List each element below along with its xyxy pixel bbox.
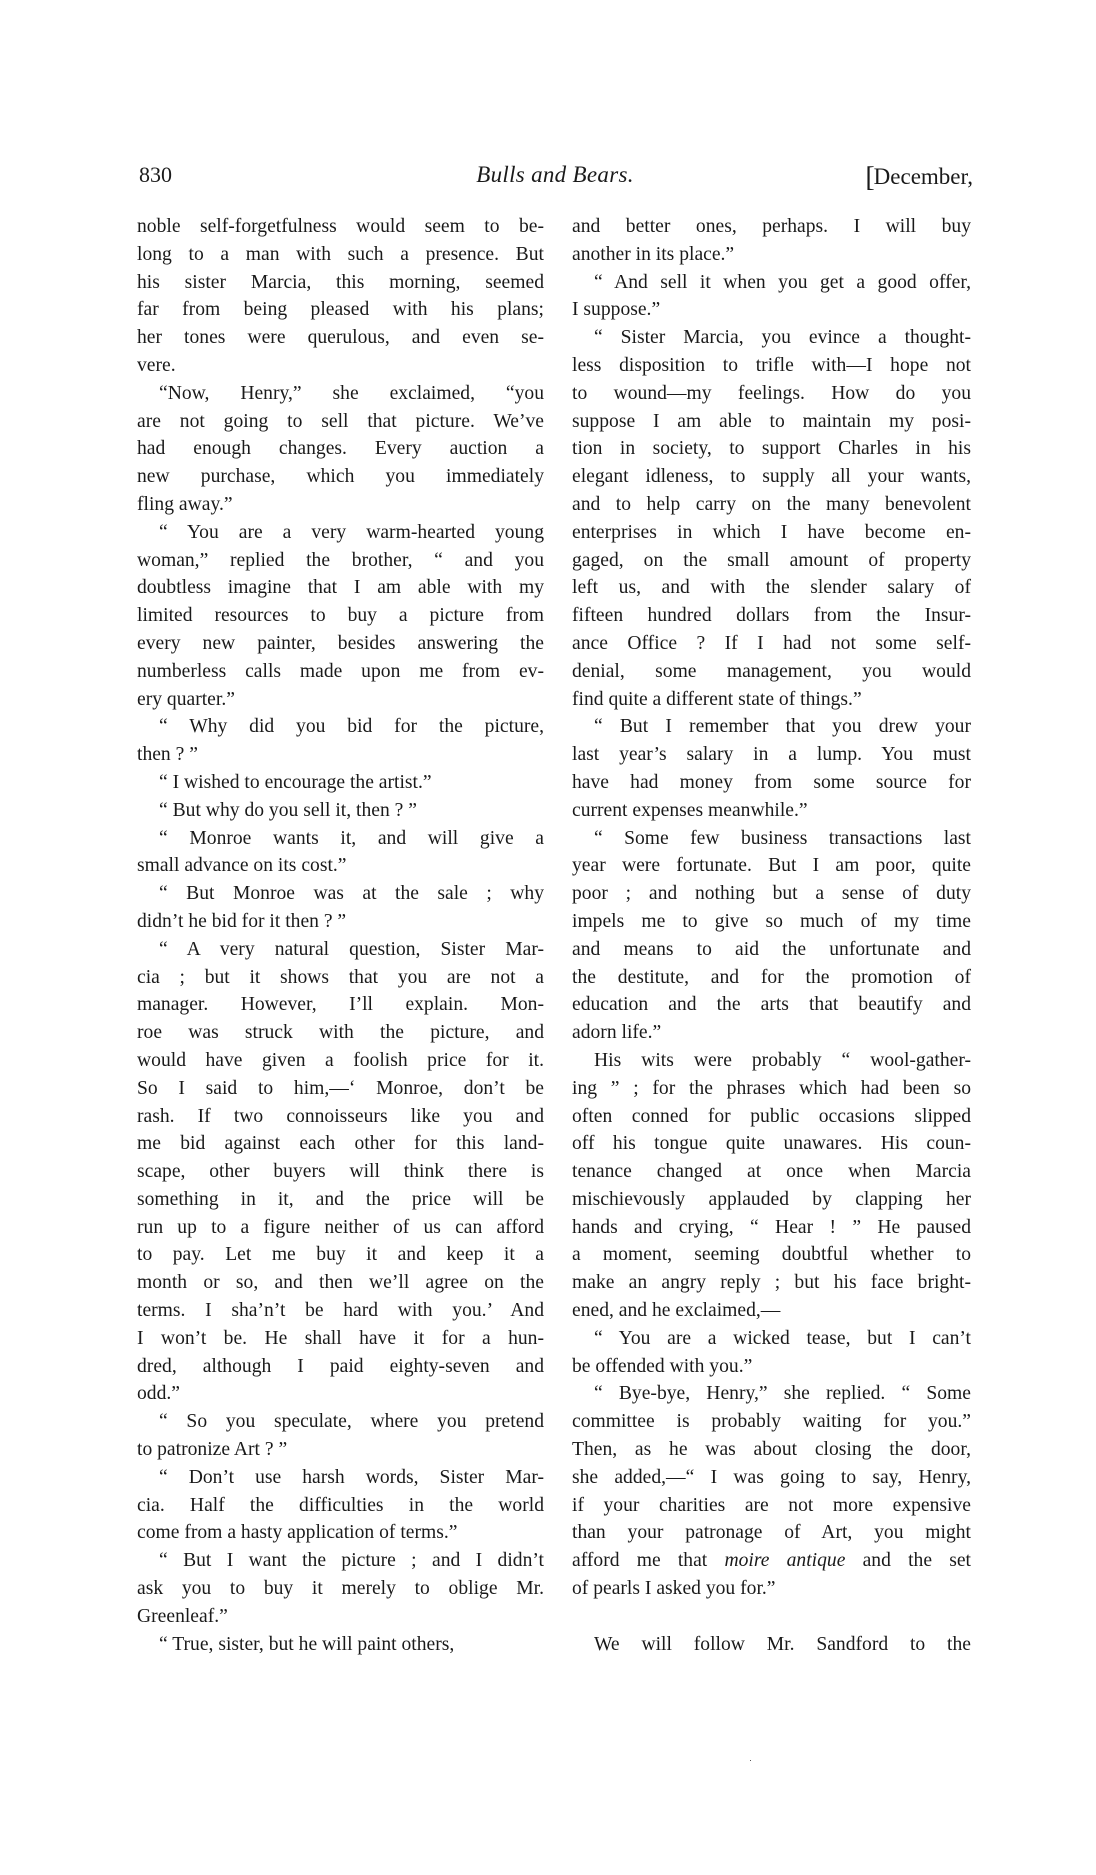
text-segment: and the set [845, 1550, 971, 1572]
text-line: cia. Half the difficulties in the world [137, 1494, 544, 1516]
text-line: less disposition to trifle with—I hope not [572, 354, 971, 376]
running-date [865, 160, 973, 192]
text-line: of pearls I asked you for.” [572, 1578, 776, 1600]
text-line [572, 1547, 971, 1575]
text-line: roe was struck with the picture, and [137, 1022, 544, 1044]
text-line: “ True, sister, but he will paint others, [159, 1633, 455, 1655]
text-line: fifteen hundred dollars from the Insur- [572, 605, 971, 627]
text-line: me bid against each other for this land- [137, 1133, 544, 1155]
text-line: So I said to him,—‘ Monroe, don’t be [137, 1077, 544, 1099]
text-line: and to help carry on the many benevolent [572, 493, 971, 515]
text-line: elegant idleness, to supply all your wants, [572, 466, 971, 488]
page-number: 830 [139, 162, 172, 187]
text-line: “ But Monroe was at the sale ; why [159, 883, 544, 905]
text-line: suppose I am able to maintain my posi- [572, 410, 971, 432]
text-line: come from a hasty application of terms.” [137, 1522, 458, 1544]
text-line: her tones were querulous, and even se- [137, 327, 544, 349]
text-line: are not going to sell that picture. We’ve [137, 410, 544, 432]
text-line: the destitute, and for the promotion of [572, 966, 971, 988]
text-line: be offended with you.” [572, 1355, 753, 1377]
italic-phrase: moire antique [724, 1550, 846, 1572]
text-line: a moment, seeming doubtful whether to [572, 1244, 971, 1266]
text-line: Greenleaf.” [137, 1605, 228, 1627]
text-line: last year’s salary in a lump. You must [572, 744, 971, 766]
text-line: “ I wished to encourage the artist.” [159, 771, 432, 793]
text-line: and better ones, perhaps. I will buy [572, 216, 971, 237]
text-line: “ And sell it when you get a good offer, [594, 271, 971, 293]
text-line: impels me to give so much of my time [572, 910, 971, 932]
text-line: tenance changed at once when Marcia [572, 1161, 971, 1183]
text-line: “ So you speculate, where you pretend [159, 1411, 544, 1433]
text-line: “ Sister Marcia, you evince a thought- [594, 327, 971, 349]
text-line: hands and crying, “ Hear ! ” He paused [572, 1216, 971, 1238]
text-line: “ A very natural question, Sister Mar- [159, 938, 544, 960]
text-line: doubtless imagine that I am able with my [137, 577, 544, 599]
text-line: rash. If two connoisseurs like you and [137, 1105, 544, 1127]
text-line: month or so, and then we’ll agree on the [137, 1272, 544, 1294]
text-line: every new painter, besides answering the [137, 632, 544, 654]
text-line: would have given a foolish price for it. [137, 1049, 544, 1071]
text-line: His wits were probably “ wool-gather- [594, 1049, 971, 1071]
text-line: his sister Marcia, this morning, seemed [137, 271, 544, 293]
text-line: terms. I sha’n’t be hard with you.’ And [137, 1300, 544, 1322]
text-column-right [572, 213, 971, 1658]
text-line: far from being pleased with his plans; [137, 299, 544, 321]
text-line: We will follow Mr. Sandford to the [594, 1633, 971, 1655]
text-line: ance Office ? If I had not some self- [572, 632, 971, 654]
text-line: if your charities are not more expensive [572, 1494, 971, 1516]
text-line: limited resources to buy a picture from [137, 605, 544, 627]
text-line: ery quarter.” [137, 688, 235, 710]
text-line: to pay. Let me buy it and keep it a [137, 1244, 544, 1266]
text-line: fling away.” [137, 493, 233, 515]
text-line: to wound—my feelings. How do you [572, 382, 971, 404]
text-line: “ You are a wicked tease, but I can’t [594, 1327, 971, 1349]
text-line: “ But why do you sell it, then ? ” [159, 799, 417, 821]
text-line: make an angry reply ; but his face bright- [572, 1272, 971, 1294]
text-line: woman,” replied the brother, “ and you [137, 549, 544, 571]
text-line: “ But I remember that you drew your [594, 716, 971, 738]
text-line: odd.” [137, 1383, 180, 1405]
text-line: gaged, on the small amount of property [572, 549, 971, 571]
text-line: and means to aid the unfortunate and [572, 938, 971, 960]
text-line: current expenses meanwhile.” [572, 799, 808, 821]
text-line [572, 1603, 971, 1631]
text-line: often conned for public occasions slipped [572, 1105, 971, 1127]
text-line: something in it, and the price will be [137, 1188, 544, 1210]
text-line: mischievously applauded by clapping her [572, 1188, 971, 1210]
text-line: she added,—“ I was going to say, Henry, [572, 1466, 971, 1488]
text-line: “ Monroe wants it, and will give a [159, 827, 544, 849]
text-line: left us, and with the slender salary of [572, 577, 971, 599]
text-line: scape, other buyers will think there is [137, 1161, 544, 1183]
text-line: dred, although I paid eighty-seven and [137, 1355, 544, 1377]
bracket-glyph: [ [865, 162, 875, 193]
text-line: I suppose.” [572, 299, 661, 321]
text-line: “ Bye-bye, Henry,” she replied. “ Some [594, 1383, 971, 1405]
text-line: small advance on its cost.” [137, 855, 347, 877]
running-title: Bulls and Bears. [476, 162, 634, 187]
text-line: run up to a figure neither of us can afford [137, 1216, 544, 1238]
text-line: “ Some few business transactions last [594, 827, 971, 849]
text-line: long to a man with such a presence. But [137, 243, 544, 265]
text-line: “ Why did you bid for the picture, [159, 716, 544, 738]
text-line: Then, as he was about closing the door, [572, 1439, 971, 1461]
text-line: ask you to buy it merely to oblige Mr. [137, 1578, 544, 1600]
text-line: vere. [137, 354, 176, 376]
text-line: find quite a different state of things.” [572, 688, 862, 710]
text-line: year were fortunate. But I am poor, quite [572, 855, 971, 877]
scan-speck [750, 1760, 751, 1761]
text-line: have had money from some source for [572, 771, 971, 793]
text-line: denial, some management, you would [572, 660, 971, 682]
text-line: ing ” ; for the phrases which had been so [572, 1077, 971, 1099]
text-line: noble self-forgetfulness would seem to be- [137, 216, 544, 237]
text-line: than your patronage of Art, you might [572, 1522, 971, 1544]
text-line: education and the arts that beautify and [572, 994, 971, 1016]
text-column-left [137, 213, 544, 1658]
text-line: numberless calls made upon me from ev- [137, 660, 544, 682]
text-line: committee is probably waiting for you.” [572, 1411, 971, 1433]
text-line: “ You are a very warm-hearted young [159, 521, 544, 543]
text-line: manager. However, I’ll explain. Mon- [137, 994, 544, 1016]
text-line: then ? ” [137, 744, 198, 766]
text-line: to patronize Art ? ” [137, 1439, 288, 1461]
text-line: enterprises in which I have become en- [572, 521, 971, 543]
text-line: tion in society, to support Charles in his [572, 438, 971, 460]
text-line: new purchase, which you immediately [137, 466, 544, 488]
running-head [137, 160, 973, 192]
text-line: “ But I want the picture ; and I didn’t [159, 1550, 544, 1572]
text-line: off his tongue quite unawares. His coun- [572, 1133, 971, 1155]
text-segment: afford me that [572, 1550, 725, 1572]
month-label: December, [873, 164, 973, 189]
text-line: poor ; and nothing but a sense of duty [572, 883, 971, 905]
text-line: had enough changes. Every auction a [137, 438, 544, 460]
text-line: “ Don’t use harsh words, Sister Mar- [159, 1466, 544, 1488]
text-line: adorn life.” [572, 1022, 662, 1044]
text-line: I won’t be. He shall have it for a hun- [137, 1327, 544, 1349]
text-line: cia ; but it shows that you are not a [137, 966, 544, 988]
text-line: “Now, Henry,” she exclaimed, “you [159, 382, 544, 404]
text-line: ened, and he exclaimed,— [572, 1300, 781, 1322]
text-line: didn’t he bid for it then ? ” [137, 910, 347, 932]
text-line: another in its place.” [572, 243, 735, 265]
